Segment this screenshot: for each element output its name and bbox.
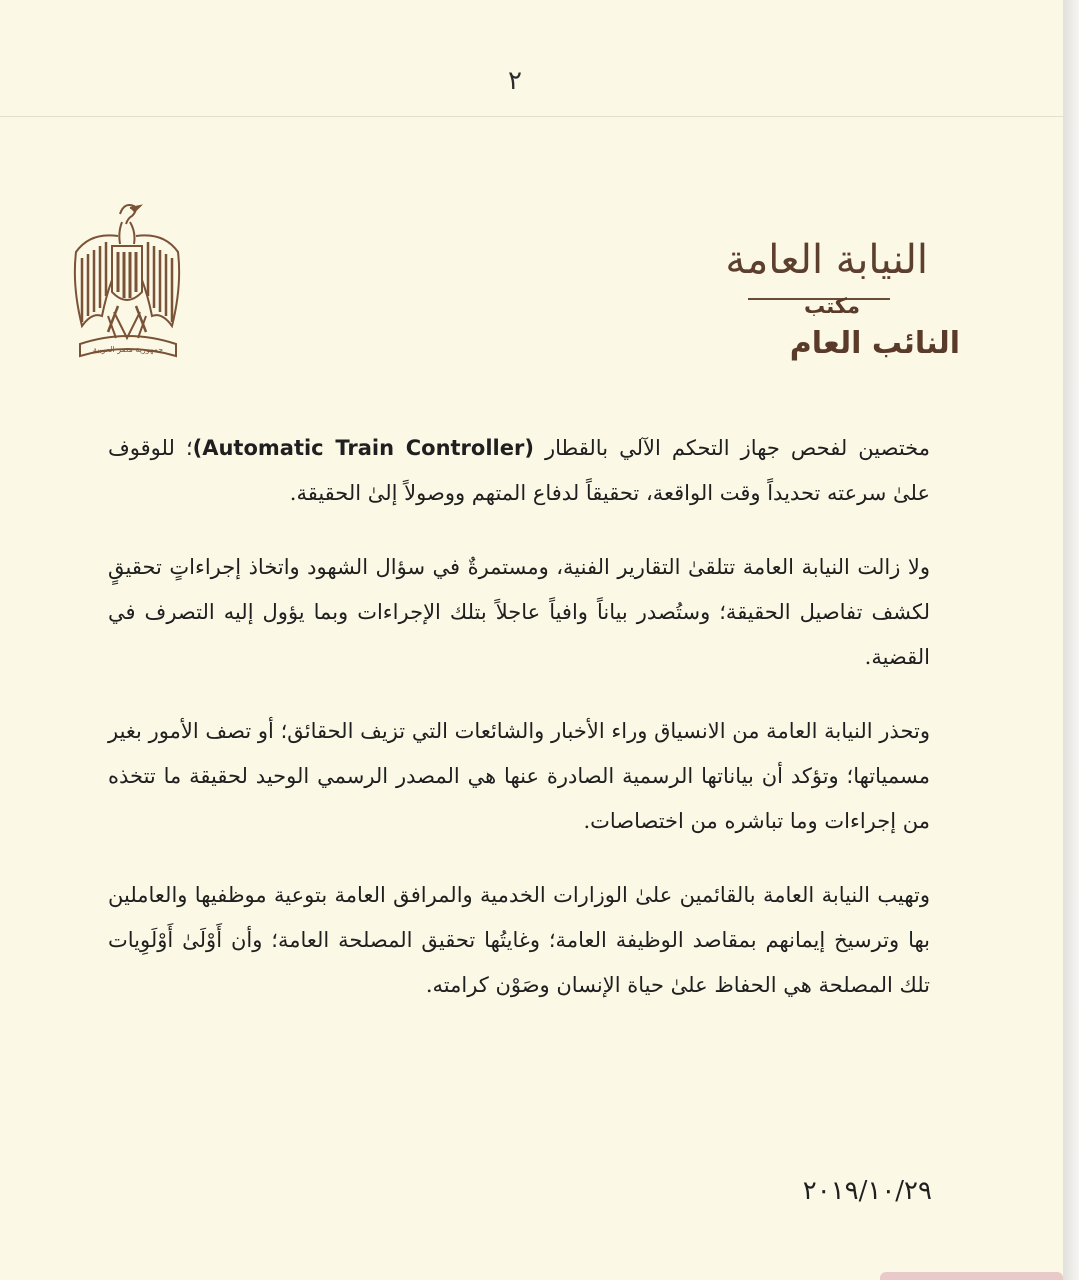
paragraph-1-latin-term: (Automatic Train Controller) xyxy=(192,436,534,460)
page-number: ٢ xyxy=(508,66,522,96)
letterhead-name: النائب العام xyxy=(789,326,960,361)
letterhead-office: مكتب xyxy=(803,294,860,318)
bottom-edge-tab xyxy=(880,1272,1063,1280)
emblem-graphic xyxy=(68,196,188,372)
document-date: ٢٠١٩/١٠/٢٩ xyxy=(802,1176,932,1206)
document-body xyxy=(108,426,930,1037)
header-divider xyxy=(0,116,1063,117)
paragraph-3: وتحذر النيابة العامة من الانسياق وراء الأخبار والشائعات التي تزيف الحقائق؛ أو تصف الأمور بغير مسمياتها؛ وتؤكد أن بياناتها الرسمية الصادرة عنها هي المصدر الرسمي الوحيد لحقيقة ما تتخذه من إجراءات وما تباشره من اختصاصات. xyxy=(108,719,930,833)
paragraph-1-rest: للوقوف علىٰ سرعته تحديداً وقت الواقعة، تحقيقاً لدفاع المتهم ووصولاً إلىٰ الحقيقة. xyxy=(108,436,930,505)
paragraph-1-suffix: ؛ xyxy=(185,436,193,460)
paragraph-4: وتهيب النيابة العامة بالقائمين علىٰ الوزارات الخدمية والمرافق العامة بتوعية موظفيها والعاملين بها وترسيخ إيمانهم بمقاصد الوظيفة العامة؛ وغايتُها تحقيق المصلحة العامة؛ وأن أَوْلَىٰ أَوْلَوِيات تلك المصلحة هي الحفاظ علىٰ حياة الإنسان وصَوْن كرامته. xyxy=(108,883,930,997)
emblem-caption: جمهورية مصر العربية xyxy=(92,345,164,354)
paragraph-1-prefix: مختصين لفحص جهاز التحكم الآلي بالقطار xyxy=(545,436,930,460)
paragraph-1 xyxy=(108,426,930,516)
letterhead xyxy=(700,232,1000,372)
letterhead-title: النيابة العامة xyxy=(725,237,928,283)
paragraph-2: ولا زالت النيابة العامة تتلقىٰ التقارير الفنية، ومستمرةٌ في سؤال الشهود واتخاذ إجراءاتٍ تحقيقٍ لكشف تفاصيل الحقيقة؛ وستُصدر بياناً وافياً عاجلاً بتلك الإجراءات وبما يؤول إليه التصرف في القضية. xyxy=(108,555,930,669)
egypt-eagle-emblem-icon xyxy=(68,196,188,372)
page-edge-shadow xyxy=(1063,0,1079,1280)
